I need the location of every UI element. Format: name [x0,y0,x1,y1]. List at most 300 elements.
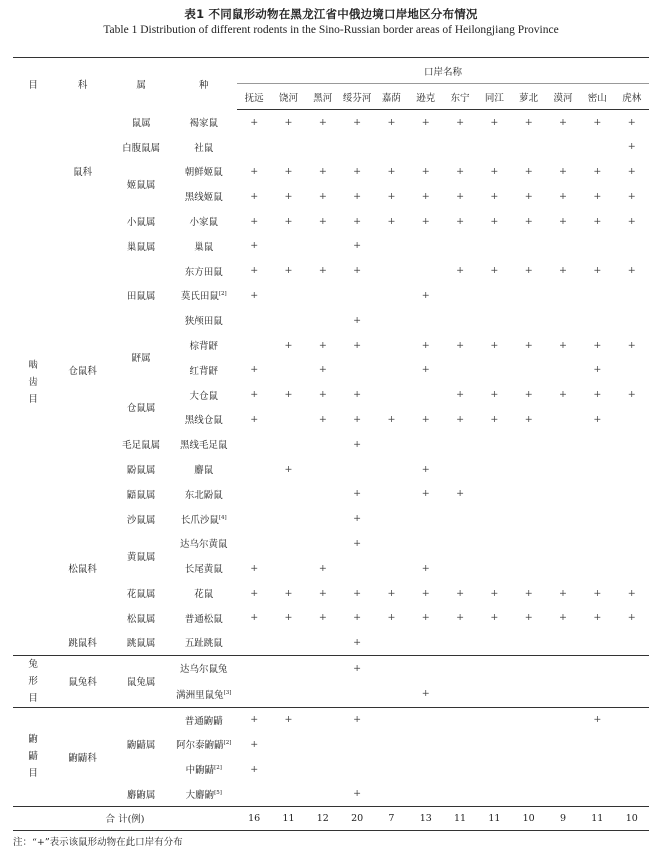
presence-mark: + [421,165,430,177]
presence-mark: + [456,165,465,177]
presence-mark: + [318,190,327,202]
presence-mark: + [250,265,259,277]
presence-mark [580,655,614,681]
species-reference: [5] [214,789,222,796]
presence-mark: + [421,339,430,351]
presence-mark [614,732,649,757]
presence-mark: + [353,612,362,624]
species-name: 黑线姬鼠 [184,192,223,204]
presence-mark: + [237,707,271,732]
table-title-en: Table 1 Distribution of different rodents in the Sino-Russian border areas of Heilongjiang Province [103,24,559,36]
presence-mark: + [318,215,327,227]
presence-mark [443,308,477,333]
presence-mark [340,681,374,707]
presence-mark: + [284,190,293,202]
total-value: 11 [443,806,477,830]
presence-mark: + [593,413,602,425]
species-name: 长爪沙鼠 [180,514,219,526]
presence-mark [546,506,580,531]
species-cell [170,707,237,732]
presence-mark: + [490,265,499,277]
presence-mark [443,732,477,757]
presence-mark [546,757,580,782]
presence-mark: + [627,389,636,401]
presence-mark: + [318,562,327,574]
species-name: 莫氏田鼠 [180,291,219,303]
presence-mark: + [490,612,499,624]
presence-mark: + [456,116,465,128]
presence-mark: + [456,413,465,425]
presence-mark [512,630,546,655]
genus-cell: 仓鼠属 [126,403,156,415]
presence-mark [271,283,305,308]
presence-mark [340,732,374,757]
presence-mark [443,457,477,482]
presence-mark [477,531,511,556]
species-cell [170,258,237,283]
presence-mark: + [284,587,293,599]
presence-mark: + [593,389,602,401]
genus-cell: 毛足鼠属 [122,440,161,452]
presence-mark [306,531,340,556]
presence-mark: + [353,537,362,549]
presence-mark [443,506,477,531]
presence-mark: + [387,215,396,227]
presence-mark [477,630,511,655]
presence-mark [306,757,340,782]
species-name: 满洲里鼠兔 [176,689,224,701]
presence-mark [306,481,340,506]
species-name: 长尾黄鼠 [184,564,223,576]
order-cell: 兔 形 目 [13,655,53,707]
port-header: 黑河 [306,84,340,110]
presence-mark [409,233,443,258]
port-header: 漠河 [546,84,580,110]
presence-mark [614,757,649,782]
presence-mark: + [318,339,327,351]
total-row [13,806,649,830]
presence-mark: + [250,116,259,128]
species-cell [170,283,237,308]
presence-mark [374,333,408,358]
order-cell: 鼩 鼱 目 [13,707,53,806]
presence-mark: + [456,265,465,277]
presence-mark: + [490,587,499,599]
presence-mark [477,457,511,482]
family-cell: 跳鼠科 [68,638,97,650]
species-cell [170,134,237,159]
genus-cell: 鼠属 [131,117,151,129]
species-reference: [2] [218,291,227,298]
presence-mark: + [490,116,499,128]
presence-mark: + [627,215,636,227]
presence-mark [271,481,305,506]
presence-mark [374,630,408,655]
presence-mark: + [593,364,602,376]
presence-mark: + [284,116,293,128]
presence-mark [271,308,305,333]
presence-mark: + [593,587,602,599]
presence-mark: + [559,265,567,277]
presence-mark: + [627,116,636,128]
presence-mark [546,233,580,258]
species-name: 花鼠 [194,589,214,601]
presence-mark [580,681,614,707]
presence-mark [580,757,614,782]
genus-cell: 麝鼩属 [126,789,156,801]
presence-mark: + [250,413,259,425]
presence-mark: + [421,688,430,700]
presence-mark [546,630,580,655]
species-name: 黑线毛足鼠 [179,440,228,452]
presence-mark: + [456,612,465,624]
presence-mark: + [627,339,636,351]
presence-mark [546,556,580,581]
presence-mark: + [421,364,430,376]
presence-mark [237,457,271,482]
species-cell [170,681,237,707]
presence-mark [580,308,614,333]
species-cell [170,531,237,556]
presence-mark: + [250,240,259,252]
presence-mark: + [559,165,567,177]
genus-cell: 田鼠属 [126,291,156,303]
presence-mark [580,556,614,581]
presence-mark: + [353,314,362,326]
total-value: 7 [374,806,408,830]
presence-mark: + [353,513,362,525]
presence-mark [477,757,511,782]
presence-mark: + [250,763,259,775]
port-header: 饶河 [271,84,305,110]
presence-mark [374,233,408,258]
genus-cell: 沙鼠属 [126,514,156,526]
presence-mark: + [524,265,533,277]
species-name: 东北鼢鼠 [184,489,223,501]
presence-mark [374,134,408,159]
presence-mark: + [490,339,499,351]
presence-mark [546,134,580,159]
presence-mark [512,457,546,482]
presence-mark [614,357,649,382]
presence-mark: + [340,707,374,732]
presence-mark: + [318,364,327,376]
presence-mark [546,681,580,707]
presence-mark [512,506,546,531]
presence-mark [237,531,271,556]
presence-mark [271,134,305,159]
presence-mark: + [250,190,259,202]
presence-mark [546,283,580,308]
species-cell [170,581,237,606]
presence-mark: + [627,190,636,202]
species-name: 棕背䶄 [189,341,218,353]
presence-mark [546,432,580,457]
presence-mark: + [559,190,567,202]
presence-mark: + [353,165,362,177]
presence-mark: + [456,215,465,227]
presence-mark [546,732,580,757]
presence-mark [546,308,580,333]
port-header: 绥芬河 [340,84,374,110]
presence-mark [477,481,511,506]
presence-mark [374,655,408,681]
presence-mark [443,781,477,806]
presence-mark [512,681,546,707]
species-name: 东方田鼠 [184,266,223,278]
total-value: 11 [580,806,614,830]
presence-mark [306,432,340,457]
presence-mark [271,757,305,782]
presence-mark: + [353,116,362,128]
presence-mark: + [421,289,430,301]
presence-mark [306,283,340,308]
presence-mark: + [421,463,430,475]
presence-mark [409,707,443,732]
family-cell: 松鼠科 [68,564,97,576]
species-name: 中鼩鼱 [185,765,215,777]
genus-cell: 小鼠属 [126,217,156,229]
presence-mark [237,681,271,707]
presence-mark [374,781,408,806]
presence-mark: + [353,265,362,277]
total-value: 11 [271,806,305,830]
presence-mark [306,233,340,258]
presence-mark: + [250,738,259,750]
presence-mark [374,757,408,782]
genus-cell: 鼢鼠属 [126,465,156,477]
presence-mark [580,457,614,482]
presence-mark [580,432,614,457]
presence-mark [477,134,511,159]
presence-mark [271,233,305,258]
presence-mark [237,655,271,681]
presence-mark [271,556,305,581]
presence-mark: + [250,612,259,624]
presence-mark: + [593,165,602,177]
presence-mark: + [284,463,293,475]
presence-mark: + [627,165,636,177]
presence-mark [477,681,511,707]
total-value: 10 [614,806,649,830]
presence-mark [306,707,340,732]
presence-mark [237,134,271,159]
total-value: 13 [409,806,443,830]
presence-mark [374,457,408,482]
total-value: 16 [237,806,271,830]
port-header: 嘉荫 [374,84,408,110]
port-header: 东宁 [443,84,477,110]
presence-mark [443,630,477,655]
presence-mark: + [340,655,374,681]
presence-mark: + [318,165,327,177]
presence-mark: + [250,289,259,301]
presence-mark [409,531,443,556]
presence-mark: + [318,116,327,128]
presence-mark [271,781,305,806]
species-cell [170,209,237,234]
genus-cell: 巢鼠属 [126,241,156,253]
presence-mark: + [421,215,430,227]
genus-cell: 姬鼠属 [126,179,156,191]
species-cell [170,630,237,655]
presence-mark [477,357,511,382]
species-name: 阿尔泰鼩鼱 [176,740,224,752]
presence-mark [580,506,614,531]
species-cell [170,732,237,757]
presence-mark [271,732,305,757]
total-value: 12 [306,806,340,830]
presence-mark [580,481,614,506]
species-reference: [2] [223,740,232,747]
presence-mark [614,655,649,681]
presence-mark: + [559,389,567,401]
presence-mark: + [421,587,430,599]
presence-mark [512,732,546,757]
presence-mark [546,707,580,732]
presence-mark: + [490,190,499,202]
genus-cell: 白腹鼠属 [122,142,161,154]
species-cell [170,506,237,531]
genus-cell: 鼯鼠属 [126,489,156,501]
presence-mark [409,781,443,806]
presence-mark [271,655,305,681]
presence-mark [237,481,271,506]
presence-mark: + [353,413,362,425]
presence-mark [443,233,477,258]
header-ports-group: 口岸名称 [237,58,649,84]
presence-mark [443,707,477,732]
presence-mark: + [284,612,293,624]
presence-mark [340,556,374,581]
presence-mark [546,357,580,382]
species-cell [170,407,237,432]
family-cell: 鼠兔科 [53,655,112,707]
presence-mark: + [421,562,430,574]
genus-cell: 跳鼠属 [126,638,156,650]
presence-mark [512,655,546,681]
presence-mark [237,506,271,531]
distribution-table-wrapper [13,57,649,831]
presence-mark [443,357,477,382]
species-name: 达乌尔鼠兔 [179,664,228,676]
presence-mark [306,134,340,159]
species-cell [170,184,237,209]
presence-mark [614,781,649,806]
presence-mark: + [250,215,259,227]
presence-mark [512,357,546,382]
table-body [13,110,649,831]
presence-mark [477,707,511,732]
header-genus: 属 [136,79,146,91]
presence-mark: + [250,389,259,401]
presence-mark [443,681,477,707]
presence-mark: + [250,562,259,574]
presence-mark: + [353,215,362,227]
presence-mark [580,283,614,308]
table-title-cn: 表1 不同鼠形动物在黑龙江省中俄边境口岸地区分布情况 [184,7,478,21]
presence-mark [306,308,340,333]
presence-mark [443,655,477,681]
presence-mark: + [490,215,499,227]
presence-mark [580,630,614,655]
presence-mark [306,506,340,531]
presence-mark [271,432,305,457]
presence-mark: + [524,116,533,128]
species-cell [170,333,237,358]
presence-mark: + [524,215,533,227]
presence-mark: + [421,116,430,128]
presence-mark [374,531,408,556]
presence-mark: + [318,612,327,624]
genus-cell: 黄鼠属 [126,551,156,563]
presence-mark [409,732,443,757]
presence-mark [306,457,340,482]
presence-mark: + [593,339,602,351]
presence-mark: + [580,707,614,732]
header-family: 科 [77,79,88,91]
presence-mark [477,781,511,806]
presence-mark: + [421,413,430,425]
presence-mark [443,757,477,782]
presence-mark [306,732,340,757]
port-header: 逊克 [409,84,443,110]
presence-mark: + [250,364,259,376]
presence-mark: + [627,612,636,624]
presence-mark: + [559,339,567,351]
species-name: 普通鼩鼱 [184,715,223,727]
species-name: 普通松鼠 [184,613,223,625]
presence-mark [271,407,305,432]
presence-mark [237,432,271,457]
presence-mark [512,531,546,556]
presence-mark [271,531,305,556]
presence-mark [512,283,546,308]
species-name: 黑线仓鼠 [184,415,223,427]
header-species: 种 [198,79,209,91]
presence-mark [271,681,305,707]
presence-mark [409,432,443,457]
presence-mark: + [284,265,293,277]
presence-mark: + [271,707,305,732]
species-reference: [2] [214,764,222,771]
presence-mark [614,481,649,506]
species-cell [170,481,237,506]
presence-mark: + [559,587,567,599]
presence-mark [614,556,649,581]
presence-mark [374,432,408,457]
presence-mark [477,556,511,581]
species-cell [170,357,237,382]
presence-mark: + [353,587,362,599]
presence-mark [409,308,443,333]
presence-mark: + [524,612,533,624]
presence-mark: + [456,389,465,401]
presence-mark: + [421,488,430,500]
genus-cell: 花鼠属 [126,589,156,601]
presence-mark: + [353,788,362,800]
presence-mark [546,531,580,556]
presence-mark [546,457,580,482]
presence-mark [237,333,271,358]
presence-mark: + [318,413,327,425]
presence-mark: + [353,190,362,202]
presence-mark [409,655,443,681]
species-name: 狭颅田鼠 [184,316,223,328]
presence-mark [374,308,408,333]
presence-mark: + [387,190,396,202]
presence-mark [580,781,614,806]
